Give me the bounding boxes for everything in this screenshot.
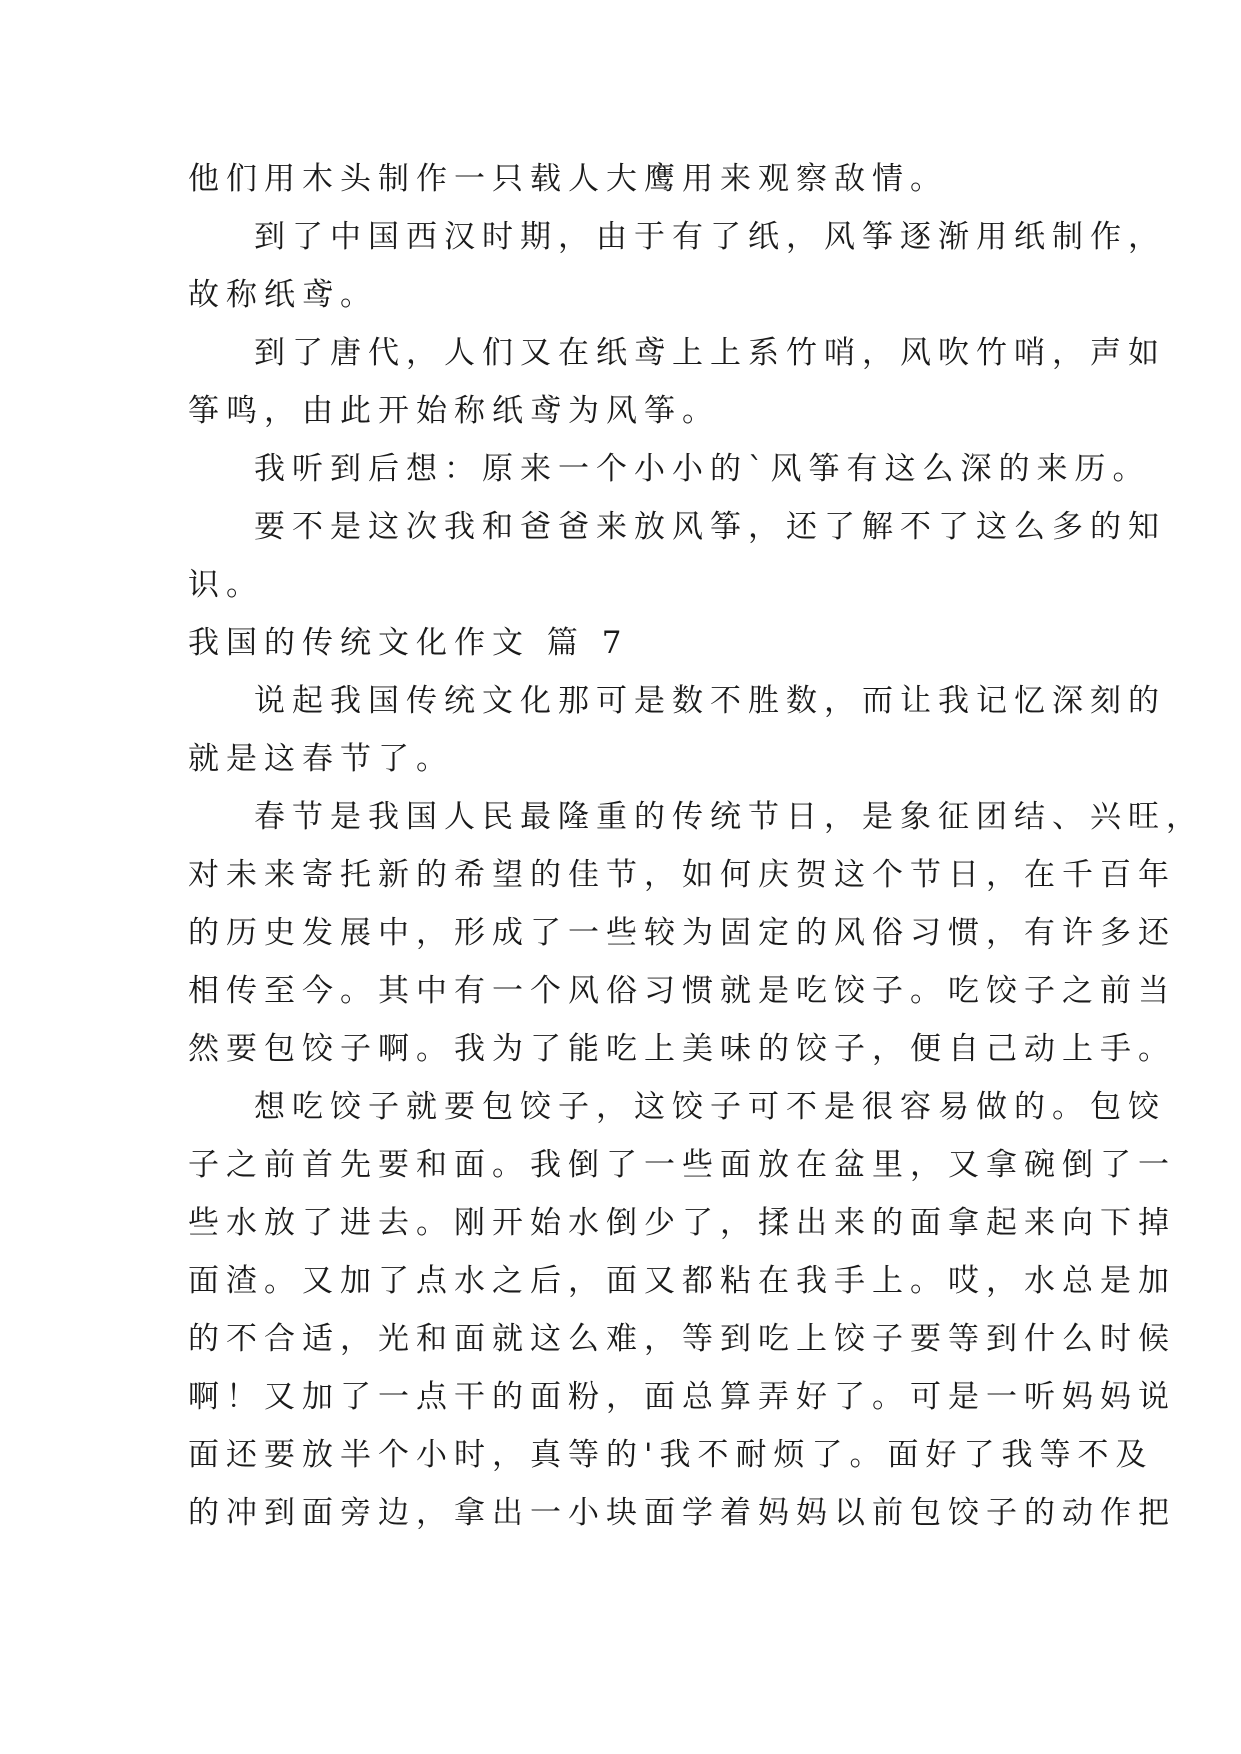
section-heading: 我国的传统文化作文 篇 7 — [188, 625, 629, 661]
text-line: 我听到后想：原来一个小小的`风筝有这么深的来历。 — [254, 451, 1151, 487]
text-line: 相传至今。其中有一个风俗习惯就是吃饺子。吃饺子之前当 — [188, 973, 1176, 1009]
text-line: 故称纸鸢。 — [188, 277, 378, 313]
text-line: 子之前首先要和面。我倒了一些面放在盆里，又拿碗倒了一 — [188, 1147, 1176, 1183]
text-line: 些水放了进去。刚开始水倒少了，揉出来的面拿起来向下掉 — [188, 1205, 1176, 1241]
text-line: 然要包饺子啊。我为了能吃上美味的饺子，便自己动上手。 — [188, 1031, 1176, 1067]
text-line: 筝鸣，由此开始称纸鸢为风筝。 — [188, 393, 720, 429]
text-line: 识。 — [188, 567, 264, 603]
text-line: 春节是我国人民最隆重的传统节日，是象征团结、兴旺， — [254, 799, 1204, 835]
text-line: 的冲到面旁边，拿出一小块面学着妈妈以前包饺子的动作把 — [188, 1495, 1176, 1531]
text-line: 面还要放半个小时，真等的'我不耐烦了。面好了我等不及 — [188, 1437, 1154, 1473]
text-line: 面渣。又加了点水之后，面又都粘在我手上。哎，水总是加 — [188, 1263, 1176, 1299]
text-line: 想吃饺子就要包饺子，这饺子可不是很容易做的。包饺 — [254, 1089, 1166, 1125]
text-line: 就是这春节了。 — [188, 741, 454, 777]
text-line: 对未来寄托新的希望的佳节，如何庆贺这个节日，在千百年 — [188, 857, 1176, 893]
text-line: 到了唐代，人们又在纸鸢上上系竹哨，风吹竹哨，声如 — [254, 335, 1166, 371]
text-line: 他们用木头制作一只载人大鹰用来观察敌情。 — [188, 161, 948, 197]
text-line: 说起我国传统文化那可是数不胜数，而让我记忆深刻的 — [254, 683, 1166, 719]
text-line: 到了中国西汉时期，由于有了纸，风筝逐渐用纸制作， — [254, 219, 1166, 255]
text-line: 的历史发展中，形成了一些较为固定的风俗习惯，有许多还 — [188, 915, 1176, 951]
text-line: 的不合适，光和面就这么难，等到吃上饺子要等到什么时候 — [188, 1321, 1176, 1357]
text-line: 要不是这次我和爸爸来放风筝，还了解不了这么多的知 — [254, 509, 1166, 545]
text-line: 啊！又加了一点干的面粉，面总算弄好了。可是一听妈妈说 — [188, 1379, 1176, 1415]
